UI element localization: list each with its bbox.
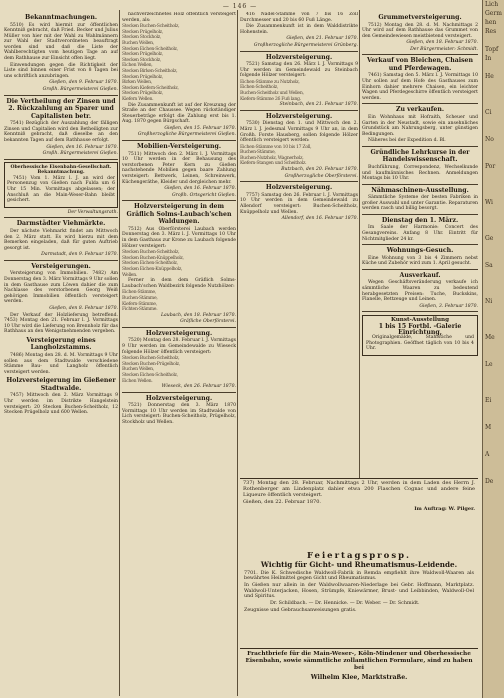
paragraph: nachverzeichnetes Holz öffentlich versteigert werden, als: [122,12,236,23]
list-item: Stecken Prügelholz, [122,91,163,97]
art-exhibition-ad [362,315,478,356]
section-heading: Ausverkauf. [399,271,441,279]
section-heading: Mobilien-Versteigerung. [137,143,221,151]
section-heading: Holzversteigerung im Gießener Stadtwalde. [6,377,116,392]
ad-text: In Gießen nur allein in der Waldwollwaaren-Niederlage bei Gebr. Hoffmann, Marktplatz. Waldwoll-Unterjacken, Hosen, Strümpfe, Kniewärmer, Brust- und Leibbinden, Waldwoll-Oel und Spiritus. [244,582,474,600]
ad-text: 737) Montag den 28. Februar, Nachmittags 2 Uhr, werden in dem Laden des Herrn J. Rothenberger am Lindenplatz dahier etwa 200 Flaschen Cognac und andere feine Liqueure öffentlich versteigert. [243,480,475,498]
section-heading: Holzversteigerung. [265,112,333,120]
paragraph: Näheres bei der Expedition d. Bl. [368,138,446,144]
signature-line: Der Verwaltungsrath. [67,209,118,215]
divider [362,269,478,270]
list-item: Stecken Kiefern-Scheitholz, [122,85,179,91]
signature-line: Gießen, den 8. Februar 1870. [49,305,118,311]
paragraph: 7541) Bezüglich der Auszahlung der fälligen Zinsen und Capitalien wird den Betheiligten zur Kenntniß gebracht, daß dieselbe an den bekannten Tagen auf dem Rathhause erfolgt. [4,121,118,143]
paragraph: Die Zusammenkunft ist in dem Walddistrikte Hohenstein. [240,24,358,35]
divider [4,217,118,218]
list-item: Eichen-Stämme zu Nutzholz, [240,79,300,85]
divider [122,327,236,328]
divider [4,95,118,96]
list-item: Buchen Wellen, [122,40,154,46]
frachtbriefe-ad [240,649,478,693]
ad-date: Gießen, den 22. Februar 1870. [243,499,322,505]
list-item: Stecken Prügelholz, [122,29,163,35]
list-item: Kiefern Wellen. [122,96,154,102]
announcement-title: Oberhessische Eisenbahn-Gesellschaft. Bekanntmachung. [10,164,112,176]
list-item: Buchen-Nutzholz, Wagnerholz, [240,155,304,161]
item-list [122,356,236,384]
signature-line: Steinbach, den 21. Februar 1870. [279,102,358,108]
signature-line: Gießen, den 16. Februar 1870. [164,186,236,192]
list-item: Stecken Eichen-Scheitholz, [122,372,178,378]
list-item: Stecken Stockholz, [122,57,161,63]
list-item: Stecken Prügelholz, [122,52,163,58]
column-rule [119,10,120,696]
paragraph: Versteigerung von Immobilien. 7482) Am Donnerstag den 3. März Vormittags 9 Uhr sollen in dem Gasthause zum Löwen dahier die zum Nachlasse des verstorbenen Georg Weiß gehörigen Immobilien öffentlich versteigert werden. [4,271,118,305]
paragraph: 7486) Montag den 28. d. M. Vormittags 9 Uhr sollen aus dem Stadtwalde verschiedene Stämme Bau- und Langholz öffentlich versteigert werden. [4,352,118,375]
list-item: Buchen-Stämme, [122,295,158,301]
list-item: Stecken Eichen-Scheitholz, [122,261,178,267]
divider [362,214,478,215]
paragraph: 7457) Mittwoch den 2. März Vormittags 9 Uhr werden im Distrikte Hangelstein versteigert: 20 Stecken Buchen-Scheitholz, 12 Stecken Prügelholz und 600 Wellen. [4,393,118,416]
paragraph: 7511) Mittwoch den 2. März l. J. Vormittags 10 Uhr werden in der Behausung des verstorbenen Peter Kern zu Gießen nachstehende Mobilien gegen baare Zahlung versteigert: Bettwerk, Leinen, Schreinwerk, Küchengeräthe, Kleider und dergleichen mehr. [122,151,236,185]
list-item: Birken Wellen, [122,80,152,86]
divider [240,181,358,182]
section-heading: Holzversteigerung. [265,184,333,192]
section-heading: Gründliche Lehrkurse in der Handelswissenschaft. [370,148,470,164]
list-item: Eichen Wellen. [122,378,153,384]
section-heading: Bekanntmachungen. [24,14,98,21]
divider [362,244,478,245]
section-heading: Die Vertheilung der Zinsen und 2. Rückzahlung an Sparer und Capitalisten betr. [6,97,116,120]
signature-line: Darmstadt, den 9. Februar 1870. [41,252,118,258]
paragraph: 7512) Aus Oberförsterei Laubach werden Donnerstag den 3. März l. J. Vormittags 10 Uhr in dem Gasthaus zur Krone zu Laubach folgende Hölzer versteigert: [122,226,236,249]
list-item: Stecken Prügelholz, [122,74,163,80]
signature-line: Großh. Bürgermeisterei Gießen. [42,151,118,157]
section-heading: Wohnungs-Gesuch. [386,247,454,255]
signature-line: Großherzogliche Bürgermeisterei Gießen. [137,132,236,138]
divider [362,146,478,147]
boxed-announcement [4,162,118,208]
item-list [122,290,236,312]
list-item: Stecken Buchen-Scheitholz, [122,250,180,256]
ad-heading: Feiertagsprosp. [306,551,412,561]
list-item: Stecken Eichen-Knüppelholz, [122,266,183,272]
list-item: Stecken Buchen-Scheitholz, [122,356,180,362]
divider [122,140,236,141]
paragraph: 416 Nadel-Stämme von 7 bis 16 Zoll Durchmesser und 20 bis 60 Fuß Länge. [240,12,358,23]
list-item: Buchen Wellen, [122,367,154,373]
list-item: Buchen-Stämme, [240,150,276,156]
section-heading: Dienstag den 1. März. [381,216,459,224]
signature-line: Gießen, den 18. Februar 1870. [406,40,478,46]
signature-line: Gießen, den 15. Februar 1870. [164,125,236,131]
list-item: Kiefern-Stämme 26 Fuß lang. [240,96,301,102]
section-heading: Grummetversteigerung. [378,14,462,21]
list-item: Eichen-Scheitholz, [240,85,278,91]
section-heading: Zu verkaufen. [395,106,444,114]
ad-text: Zeugnisse und Gebrauchsanweisungen gratis. [244,607,357,613]
signature-line: Gießen, den 16. Februar 1870. [46,144,118,150]
paragraph: Wegen Geschäftsveränderung verkaufe ich sämmtliche Waaren zu bedeutend herabgesetzten Preisen: Tuche, Buckskins, Flanelle, Bettzeuge und Leinen. [362,280,478,303]
ad-text: Originalgemälde, Stahlstiche und Photographien. Geöffnet täglich von 10 bis 4 Uhr. [366,335,474,352]
divider [362,54,478,55]
ad-subheading: Wichtig für Gicht- und Rheumatismus-Leidende. [260,560,458,569]
paragraph: Die Zusammenkunft ist auf der Kreuzung der Straße an der Chaussee. Wegen rückständiger Steuerbeträge erfolgt die Zahlung erst bis 1. Aug. 1870 gegen Bürgschaft. [122,102,236,125]
paragraph: Ferner in dem dem Gräflich Solms-Laubach'schen Waldbezirk folgende Nutzhölzer: [122,278,236,289]
column-1 [4,12,118,694]
paragraph: Einwendungen gegen die Richtigkeit der Liste sind binnen einer Frist von 8 Tagen bei uns schriftlich anzubringen. [4,62,118,79]
signature-line: Gräfliche Oberförsterei. [180,319,236,325]
list-item: Kiefern-Stämme, [122,301,157,307]
list-item: Kiefern-Stangen und Scheitholz. [240,161,307,167]
signature-line: Laubach, den 18. Februar 1870. [160,312,236,318]
list-item: Stecken Eichen-Scheitholz, [122,46,178,52]
list-item: Stecken Stockholz, [122,35,161,41]
ad-title: Kunst-Ausstellung [390,317,450,324]
signature-line: Wieseck, den 26. Februar 1870. [161,384,236,390]
signature-line: Großh. Ortsgericht Gießen. [172,192,236,198]
adjacent-page-text: Lich Germ hen Res Topf In He Ci No Por Wi Ge Sa Ni Me Le Ei M A De [485,1,502,485]
paragraph: 7461) Samstag den 5. März l. J. Vormittags 10 Uhr sollen auf dem Hofe des Gasthauses zum Einhorn dahier mehrere Chaisen, ein leichter Wagen und Pferdegeschirre öffentlich versteigert werden. [362,73,478,101]
section-heading: Verkauf von Bleichen, Chaisen und Pferdewagen. [367,57,473,72]
list-item: Wellen. [122,272,138,278]
ad-subtitle: 1 bis 15 Fortbl. -Galerie Einrichtung, [378,323,462,336]
column-rule [237,10,238,696]
list-item: Eichen Wellen, [122,63,153,69]
list-item: Buchen-Scheitholz und Wellen, [240,91,304,97]
paragraph: 5510) Es wird hiermit zur öffentlichen Kenntniß gebracht, daß Fried. Becker und Julius Müller von hier mit der Wahl zu Wahlmännern zur Wahl der Stadtverordneten beauftragt worden sind und daß die Liste der Wahlberechtigten vom heutigen Tage an auf dem Rathhause zur Einsicht offen liegt. [4,22,118,62]
list-item: Stecken Buchen-Knüppelholz, [122,255,184,261]
paragraph: Buchführung, Correspondenz, Wechselkunde und kaufmännisches Rechnen. Anmeldungen Montags bis 10 Uhr. [362,164,478,182]
rheumatism-ad [240,549,478,649]
announcement-text: 7451) Vom 1. März l. J. an wird der Personenzug von Gießen nach Fulda um 6 Uhr 15 Min. Vormittags abgelassen; der Anschluß an die Main-Weser-Bahn bleibt gesichert. [7,175,115,204]
paragraph: Im Saale der Harmonie: Concert des Gesangvereins. Anfang 8 Uhr. Eintritt für Nichtmitglieder 24 kr. [362,225,478,242]
signature-line: Großherzogliche Oberförsterei. [284,173,358,179]
page-number: — 146 — [222,3,258,10]
cognac-auction-ad [240,478,478,550]
ad-signature: Wilhelm Klee, Marktstraße. [310,674,408,681]
column-4 [362,12,478,476]
paragraph: 7520) Montag den 28. Februar l. J. Vormittags 9 Uhr werden im Gemeindewalde zu Wieseck folgende Hölzer öffentlich versteigert: [122,338,236,355]
column-rule [359,10,360,480]
divider [240,51,358,52]
signature-line: Butzbach, den 20. Februar 1870. [281,167,358,173]
paragraph: Ein Wohnhaus mit Hofraith, Scheuer und Garten in der Neustadt, sowie ein ansehnliches Grundstück am Nahrungsberg, unter günstigen Bedingungen. [362,114,478,137]
section-heading: Versteigerungen. [31,262,91,270]
ad-text: Frachtbriefe für die Main-Weser-, Köln-Mindener und Oberhessische Eisenbahn, sowie sämmtliche zollamtlichen Formulare, sind zu haben bei [245,651,473,671]
section-heading: Versteigerung eines Langholzstamms. [26,336,96,352]
item-list [240,145,358,167]
divider [122,392,236,393]
signature-line: Der Bürgermeister: Schmidt. [410,46,478,52]
section-heading: Nähmaschinen-Ausstellung. [371,186,469,194]
paragraph: 7521) Samstag den 26. März l. J. Vormittags 9 Uhr werden im Gemeindewald zu Steinbach folgende Hölzer versteigert: [240,62,358,79]
signature-line: Großherzogliche Bürgermeisterei Grünberg. [253,42,358,48]
paragraph: 7521) Donnerstag den 3. März 1870 Vormittags 10 Uhr werden im Stadtwalde von Lich versteigert: Buchen-Scheitholz, Prügelholz, Stockholz und Wellen. [122,403,236,426]
divider [362,311,478,312]
list-item: Stecken Buchen-Prügelholz, [122,361,180,367]
item-list [240,80,358,102]
divider [4,260,118,261]
item-list [122,250,236,278]
paragraph: 7512) Montag den 28. d. M. Nachmittags 2 Uhr wird auf dem Rathhause das Grummet von den Gemeindewiesen meistbietend versteigert. [362,22,478,39]
list-item: Fichten-Stämme. [122,307,158,313]
column-3 [240,12,358,476]
paragraph: Sämmtliche Systeme der besten Fabriken in großer Auswahl und unter Garantie. Reparaturen werden rasch und billig besorgt. [362,195,478,212]
divider [362,184,478,185]
ad-text: 7701. Die K. Schwedische Waldwoll-Fabrik in Remda empfiehlt ihre Waldwoll-Waaren als bewährtes Heilmittel gegen Gicht und Rheumatismus. [244,570,474,582]
paragraph: 7530) Dienstag den 1. und Mittwoch den 2. März l. J. jedesmal Vormittags 9 Uhr an, in dem Großh. Forste Hausberg, sollen folgende Hölzer öffentlich versteigert werden: [240,121,358,144]
paragraph: Eine Wohnung von 3 bis 4 Zimmern nebst Küche und Zubehör wird zum 1. April gesucht. [362,255,478,267]
column-2 [122,12,236,694]
signature-line: Gießen, den 9. Februar 1870. [49,80,118,86]
signature-line: Großh. Bürgermeisterei Gießen. [42,87,118,93]
list-item: Stecken Buchen-Scheitholz, [122,24,180,30]
section-heading: Holzversteigerung in dem Gräflich Solms-Laubach'schen Waldungen. [126,203,232,226]
paragraph: 7757) Samstag den 26. Februar l. J. Vormittags 10 Uhr werden in dem Gemeindewald zu Allendorf versteigert: Buchen-Scheitholz, Knüppelholz und Wellen. [240,192,358,215]
list-item: Stecken Birken-Scheitholz, [122,68,178,74]
list-item: Eichen-Stämme von 10 bis 17 Zoll, [240,144,312,150]
divider [122,200,236,201]
section-heading: Holzversteigerung. [145,394,213,402]
divider [240,110,358,111]
section-heading: Holzversteigerung. [145,329,213,337]
list-item: Eichen-Stämme, [122,290,157,296]
ad-signature: Im Auftrag: W. Pilger. [414,506,475,512]
adjacent-page-edge [482,0,504,698]
divider [4,159,118,160]
divider [362,103,478,104]
signature-line: Allendorf, den 16. Februar 1870. [281,216,358,222]
paragraph: Der Verkauf der Holzlieferung betreffend. 7453) Montag den 21. Februar l. J. Vormittags 10 Uhr wird die Lieferung von Brennholz für das Rathhaus an den Wenigstnehmenden vergeben. [4,312,118,335]
signature-line: Gießen, den 21. Februar 1870. [286,36,358,42]
ad-doctor-list: Dr. Schildbach. — Dr. Hennicke. — Dr. Weber. — Dr. Schmidt. [270,601,420,607]
signature-line: Gießen, 3. Februar 1870. [419,303,478,309]
section-heading: Darmstädter Viehmärkte. [16,220,106,228]
paragraph: Der nächste Viehmarkt findet am Mittwoch den 2. März statt. Es wird hierzu mit dem Bemerken eingeladen, daß für guten Auftrieb gesorgt ist. [4,228,118,251]
section-heading: Holzversteigerung. [265,53,333,61]
item-list [122,24,236,102]
